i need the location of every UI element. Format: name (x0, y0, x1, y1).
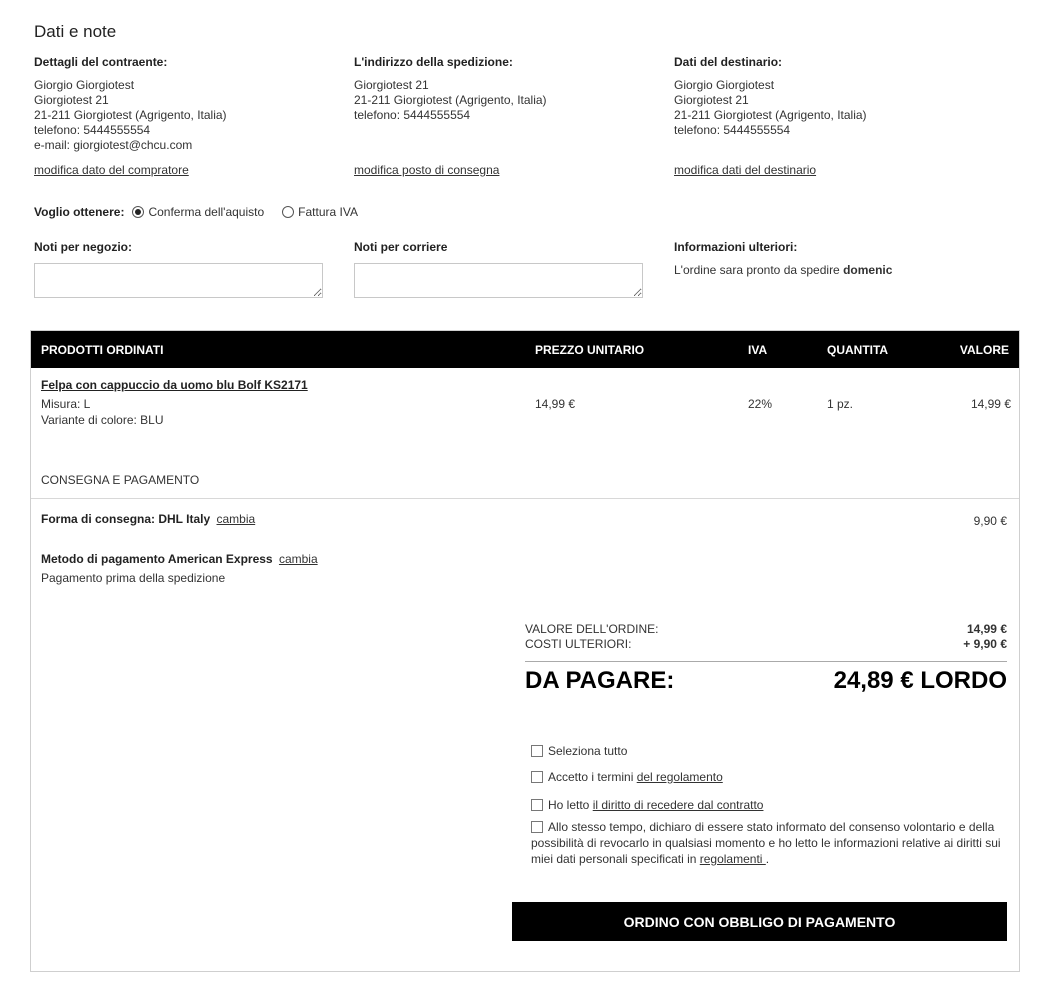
additional-info (674, 240, 964, 277)
terms-link[interactable]: del regolamento (636, 770, 723, 784)
section-title: Dati e note (34, 22, 117, 41)
header-products: PRODOTTI ORDINATI (41, 343, 164, 357)
recipient-line: 21-211 Giorgiotest (Agrigento, Italia) (674, 108, 867, 122)
withdrawal-label: Ho letto (548, 798, 593, 812)
change-payment-link[interactable]: cambia (278, 552, 318, 566)
buyer-line: e-mail: giorgiotest@chcu.com (34, 138, 193, 152)
shipping-cost: 9,90 € (973, 514, 1007, 528)
radio-selected-icon[interactable] (132, 206, 144, 218)
recipient-details (674, 55, 974, 178)
totals-divider (525, 661, 1007, 662)
edit-buyer-link[interactable]: modifica dato del compratore (34, 163, 189, 177)
payment-method (41, 552, 318, 566)
place-order-button[interactable]: ORDINO CON OBBLIGO DI PAGAMENTO (512, 902, 1007, 941)
withdrawal-link[interactable]: il diritto di recedere dal contratto (592, 798, 764, 812)
shipping-address-header: L'indirizzo della spedizione: (354, 55, 513, 69)
product-unit-price: 14,99 € (535, 397, 576, 411)
change-shipping-link[interactable]: cambia (216, 512, 256, 526)
order-value: 14,99 € (966, 622, 1007, 636)
additional-info-text (674, 263, 964, 277)
ready-day: domenic (843, 263, 893, 277)
product-quantity: 1 pz. (827, 397, 854, 411)
recipient-line: Giorgiotest 21 (674, 93, 749, 107)
privacy-suffix: . (765, 852, 770, 866)
header-unit-price: PREZZO UNITARIO (535, 343, 645, 357)
payment-note: Pagamento prima della spedizione (41, 571, 226, 585)
recipient-header: Dati del destinario: (674, 55, 783, 69)
terms-label: Accetto i termini (548, 770, 637, 784)
shop-notes (34, 240, 324, 301)
buyer-header: Dettagli del contraente: (34, 55, 168, 69)
consent-select-all (531, 743, 1007, 759)
shipping-method-label: Forma di consegna: DHL Italy (41, 512, 211, 526)
radio-vat-invoice[interactable] (282, 205, 358, 219)
edit-shipping-link[interactable]: modifica posto di consegna (354, 163, 500, 177)
order-summary (30, 330, 1020, 972)
shipping-method (41, 512, 255, 526)
privacy-label: Allo stesso tempo, dichiaro di essere stato informato del consenso volontario e della possibilità di revocarlo in qualsiasi momento e ho letto le informazioni relative ai diritti sui miei dati personali specificati in (531, 820, 1001, 866)
privacy-link[interactable]: regolamenti (699, 852, 766, 866)
extra-costs: + 9,90 € (963, 637, 1007, 651)
consent-terms (531, 769, 1007, 785)
payment-method-label: Metodo di pagamento American Express (41, 552, 273, 566)
product-size: Misura: L (41, 397, 91, 411)
select-all-label: Seleziona tutto (548, 744, 628, 758)
radio-label: Conferma dell'aquisto (148, 205, 265, 219)
radio-unselected-icon[interactable] (282, 206, 294, 218)
header-value: VALORE (959, 343, 1009, 357)
table-header (31, 331, 1019, 368)
divider (31, 498, 1019, 499)
order-value-label: VALORE DELL'ORDINE: (525, 622, 659, 636)
extra-costs-label: COSTI ULTERIORI: (525, 637, 632, 651)
consent-withdrawal (531, 797, 1007, 813)
amount-due: 24,89 € LORDO (833, 667, 1007, 694)
product-name-link[interactable]: Felpa con cappuccio da uomo blu Bolf KS2171 (41, 378, 308, 392)
additional-info-label: Informazioni ulteriori: (674, 240, 798, 254)
product-value: 14,99 € (970, 397, 1011, 411)
document-choice-label: Voglio ottenere: (34, 205, 125, 219)
header-quantity: QUANTITA (827, 343, 889, 357)
select-all-checkbox[interactable] (531, 745, 543, 757)
buyer-line: telefono: 5444555554 (34, 123, 151, 137)
header-vat: IVA (748, 343, 768, 357)
privacy-checkbox[interactable] (531, 821, 543, 833)
buyer-line: Giorgiotest 21 (34, 93, 109, 107)
courier-notes-label: Noti per corriere (354, 240, 448, 254)
recipient-line: telefono: 5444555554 (674, 123, 791, 137)
amount-due-label: DA PAGARE: (525, 667, 675, 694)
document-choice (34, 205, 376, 219)
courier-notes (354, 240, 644, 301)
shop-notes-label: Noti per negozio: (34, 240, 132, 254)
delivery-payment-label: CONSEGNA E PAGAMENTO (41, 473, 200, 487)
terms-checkbox[interactable] (531, 771, 543, 783)
consent-privacy (531, 819, 1007, 867)
shipping-address-line: Giorgiotest 21 (354, 78, 429, 92)
shipping-address (354, 55, 654, 178)
buyer-details (34, 55, 334, 178)
order-value-row (525, 622, 1007, 637)
extra-costs-row (525, 637, 1007, 652)
amount-due-row (525, 667, 1007, 695)
shipping-address-line: telefono: 5444555554 (354, 108, 471, 122)
buyer-line: Giorgio Giorgiotest (34, 78, 135, 92)
recipient-line: Giorgio Giorgiotest (674, 78, 775, 92)
edit-recipient-link[interactable]: modifica dati del destinario (674, 163, 817, 177)
ready-text: L'ordine sara pronto da spedire (674, 263, 844, 277)
radio-purchase-confirmation[interactable] (132, 205, 264, 219)
product-vat: 22% (748, 397, 773, 411)
shop-notes-input[interactable] (34, 263, 323, 298)
buyer-line: 21-211 Giorgiotest (Agrigento, Italia) (34, 108, 227, 122)
product-color: Variante di colore: BLU (41, 413, 164, 427)
withdrawal-checkbox[interactable] (531, 799, 543, 811)
totals (525, 622, 1007, 652)
radio-label: Fattura IVA (298, 205, 358, 219)
shipping-address-line: 21-211 Giorgiotest (Agrigento, Italia) (354, 93, 547, 107)
courier-notes-input[interactable] (354, 263, 643, 298)
